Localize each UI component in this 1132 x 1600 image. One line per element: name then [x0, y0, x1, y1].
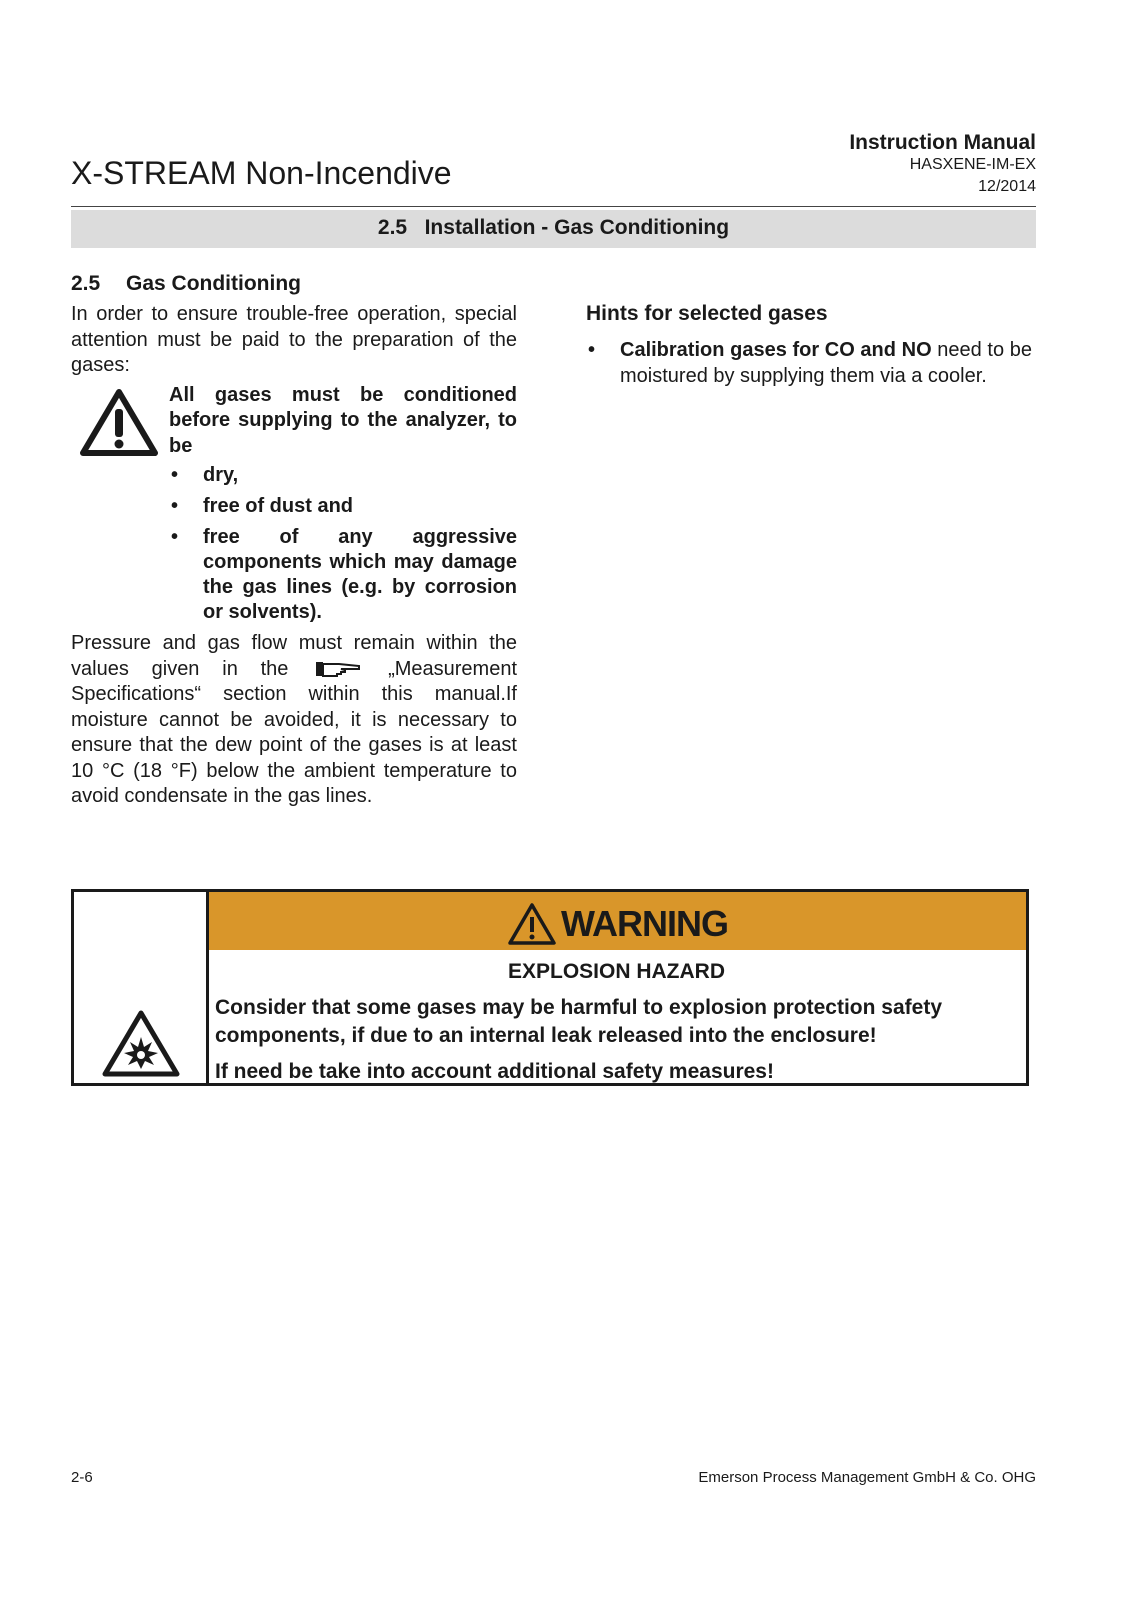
warning-title: WARNING: [561, 903, 728, 944]
hint-list: [586, 338, 1032, 389]
section-bar-title: 2.5 Installation - Gas Conditioning: [377, 216, 730, 239]
warning-header: [209, 892, 1026, 950]
document-id: HASXENE-IM-EX: [909, 156, 1036, 173]
footer-company: Emerson Process Management GmbH & Co. OHG: [698, 1469, 1036, 1486]
section-title: Gas Conditioning: [126, 272, 301, 295]
pointing-hand-icon: [315, 660, 361, 678]
warning-box: [71, 889, 1029, 1086]
caution-triangle-icon: [79, 387, 159, 457]
pressure-paragraph: [71, 631, 517, 810]
list-item: • free of dust and: [171, 495, 354, 517]
pressure-text-before: Pressure and gas flow must remain within the values given in the: [71, 632, 517, 680]
page-number: 2-6: [71, 1469, 93, 1486]
caution-block: [71, 383, 517, 626]
warning-subtitle: EXPLOSION HAZARD: [507, 960, 725, 983]
explosion-hazard-icon: [102, 1009, 180, 1077]
left-column: [71, 272, 517, 810]
header-divider: [71, 206, 1036, 207]
warning-note: If need be take into account additional safety measures!: [215, 1060, 774, 1083]
document-date: 12/2014: [978, 178, 1036, 195]
document-title: X-STREAM Non-Incendive: [71, 155, 452, 191]
caution-text: All gases must be conditioned before supplying to the analyzer, to be: [169, 383, 517, 457]
intro-paragraph: In order to ensure trouble-free operation, special attention must be paid to the preparation of the gases:: [71, 303, 517, 376]
list-item: • free of any aggressive components which may damage the gas lines (e.g. by corrosion or solvents).: [171, 526, 517, 623]
manual-label: Instruction Manual: [849, 131, 1036, 154]
section-heading: [71, 272, 517, 296]
warning-icon-cell: [74, 892, 209, 1083]
hints-heading: Hints for selected gases: [586, 302, 828, 325]
pressure-text-after: „Measurement Specifications“ section within this manual.If moisture cannot be avoided, it is necessary to ensure that the dew point of the gases is at least 10 °C (18 °F) below the ambient temperature to avoid condensate in the gas lines.: [71, 657, 517, 807]
header-meta: [849, 132, 1036, 198]
section-number: 2.5: [71, 272, 101, 295]
caution-list: [169, 463, 517, 625]
hint-text: need to be moistured by supplying them via a cooler.: [620, 339, 1032, 387]
right-column: [586, 302, 1032, 389]
hint-bold-text: Calibration gases for CO and NO: [620, 339, 932, 361]
list-item: • dry,: [171, 464, 239, 486]
warning-body: [215, 960, 1018, 1094]
list-item: • Calibration gases for CO and NO need to be moistured by supplying them via a cooler.: [588, 339, 1032, 387]
warning-text: Consider that some gases may be harmful to explosion protection safety components, if due to an internal leak released into the enclosure!: [215, 996, 943, 1047]
section-bar: [71, 210, 1036, 248]
warning-triangle-icon: [507, 902, 557, 946]
